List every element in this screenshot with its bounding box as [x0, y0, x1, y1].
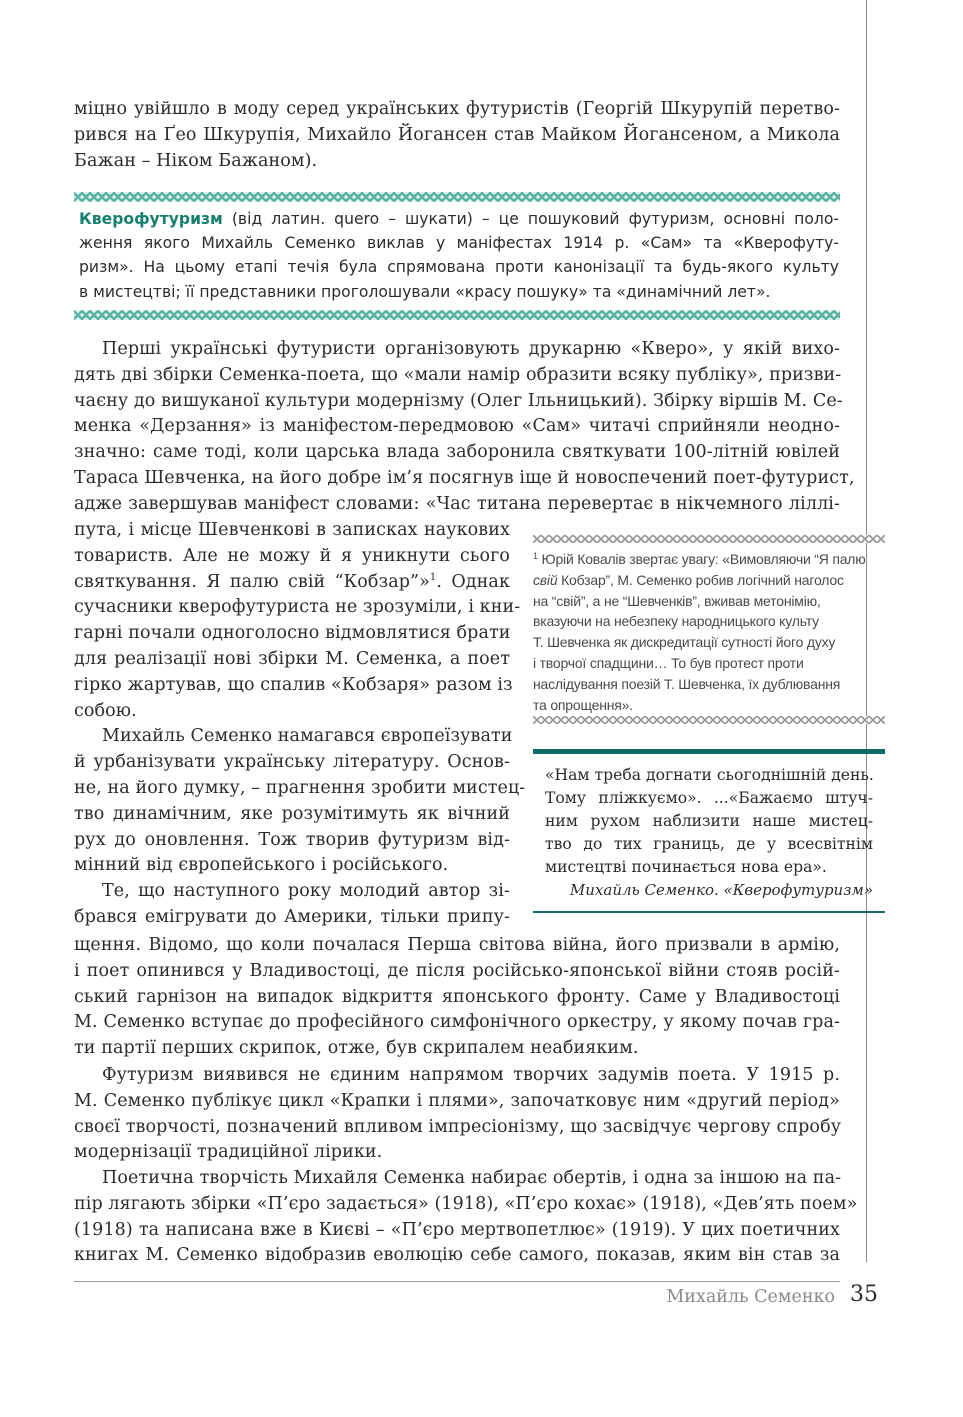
text-line: Бажан – Ніком Бажаном).: [74, 150, 318, 171]
text-line: пір лягають збірки «П’єро задається» (1918), «П’єро кохає» (1918), «Дев’ять поем»: [74, 1193, 858, 1214]
footnote-line: Т. Шевченка як дискредитації сутності його духу: [533, 634, 836, 651]
definition-line: ризм». На цьому етапі течія була спрямована проти канонізації та будь-якого культу: [79, 258, 839, 277]
text-line: сучасники кверофутуриста не зрозуміли, і кни-: [74, 597, 521, 618]
text-fragment: святкування. Я палю свій “Кобзар”»: [74, 571, 430, 592]
text-line: й урбанізувати українську літературу. Основ-: [74, 752, 510, 773]
text-line: М. Семенко публікує цикл «Крапки і плями», започатковує ним «другий період»: [74, 1090, 840, 1111]
decorative-border-top: [74, 192, 840, 202]
paragraph-pierrot: [74, 1166, 858, 1269]
text-line: тво динамічним, яке розумітимуть як вічний: [74, 803, 510, 824]
definition-term: Кверофутуризм: [79, 210, 223, 228]
paragraph-vladivostok: [74, 933, 840, 1062]
text-line: міцно увійшло в моду серед українських футуристів (Георгій Шкурупій перетво-: [74, 99, 840, 119]
footnote-emphasis: свій: [533, 571, 558, 588]
text-line: М. Семенко вступає до професійного симфонічного оркестру, у якому почав гра-: [74, 1012, 840, 1033]
footnote-line: і творчої спадщини… То був протест проти: [533, 654, 804, 671]
text-line: рився на Ґео Шкурупія, Михайло Йогансен став Майком Йогансеном, а Микола: [74, 124, 840, 145]
text-line: і поет опинився у Владивостоці, де після російсько-японської війни стояв росій-: [74, 960, 840, 981]
footnote-text: Кобзар”, М. Семенко робив логічний наголос: [557, 571, 844, 588]
page-number: 35: [850, 1282, 878, 1307]
epigraph-quote: [545, 764, 873, 879]
running-footer-title: Михайль Семенко: [666, 1287, 835, 1307]
text-line: гірко жартував, що спалив «Кобзаря» разом із: [74, 674, 513, 695]
text-line: мінний від європейського і російського.: [74, 855, 449, 876]
text-line: значно: саме тоді, коли царська влада заборонила святкувати 100-літній ювілей: [74, 442, 840, 463]
text-line: гарні почали одноголосно відмовлятися брати: [74, 623, 511, 644]
footnote-text: Юрій Ковалів звертає увагу: «Вимовляючи “Я палю: [537, 551, 866, 567]
paragraph-intro: [74, 97, 840, 174]
definition-text: (від латин. quero – шукати) – це пошуковий футуризм, основні поло-: [222, 210, 839, 228]
quote-line: мистецтві починається нова ера».: [545, 858, 827, 877]
text-line: Футуризм виявився не єдиним напрямом творчих задумів поета. У 1915 р.: [102, 1065, 840, 1085]
definition-line: [79, 207, 839, 231]
footnote-line: на “свій”, а не “Шевченків”, вживав метонімію,: [533, 592, 821, 609]
text-line: менка «Дерзання» із маніфестом-передмовою «Сам» читачі сприйняли неодно-: [74, 416, 840, 437]
footnote-line: наслідування поезій Т. Шевченка, їх дублювання: [533, 675, 841, 692]
footnote-reference: 1: [429, 571, 437, 583]
text-fragment: . Однак: [436, 571, 510, 592]
paragraph-kvero: [74, 337, 855, 518]
quote-line: ним рухом наблизити наше мистец-: [545, 812, 873, 831]
definition-box: [79, 207, 839, 304]
text-line: [74, 570, 510, 596]
text-line: ський гарнізон на випадок відкриття японського фронту. Саме у Владивостоці: [74, 986, 840, 1007]
footer-rule: [74, 1281, 840, 1282]
quote-line: тво до тих границь, де у всесвітнім: [545, 835, 873, 854]
footnote-border-top: [533, 535, 885, 543]
text-line: собою.: [74, 700, 137, 721]
text-line: Перші українські футуристи організовують друкарню «Кверо», у якій вихо-: [102, 339, 840, 359]
quote-line: Тому пліжкуємо». ...«Бажаємо штуч-: [545, 789, 873, 808]
text-line: ти партії перших скрипок, отже, був скрипалем неабияким.: [74, 1038, 639, 1059]
text-line: своєї творчості, позначений впливом імпресіонізму, що засвідчує чергову спробу: [74, 1116, 842, 1137]
quote-bottom-rule: [533, 911, 885, 913]
text-line: Тараса Шевченка, на його добре ім’я посягнув іще й новоспечений поет-футурист,: [74, 467, 855, 488]
text-line: Те, що наступного року молодий автор зі-: [102, 881, 510, 902]
left-column: [74, 518, 526, 931]
text-line: пута, і місце Шевченкові в записках наукових: [74, 520, 510, 540]
text-line: рух до оновлення. Тож творив футуризм від-: [74, 829, 510, 850]
footnote-line: вказуючи на небезпеку народницького культу: [533, 613, 819, 630]
footnote-line: [533, 570, 888, 591]
text-line: чаєну до вишуканої культури модернізму (Олег Ільницький). Збірку віршів М. Се-: [74, 390, 843, 411]
text-line: не, на його думку, – прагнення зробити мистец-: [74, 777, 526, 798]
text-line: (1918) та написана вже в Києві – «П’єро мертвопетлює» (1919). У цих поетичних: [74, 1219, 840, 1240]
text-line: дять дві збірки Семенка-поета, що «мали намір образити всяку публіку», призви-: [74, 364, 842, 385]
text-line: Поетична творчість Михайля Семенка набирає обертів, і одна за іншою на па-: [102, 1168, 842, 1188]
footnote-line: та опрощення».: [533, 696, 633, 713]
footnote-mark: 1: [533, 551, 538, 561]
footnote-border-bottom: [533, 716, 885, 724]
decorative-border-bottom: [74, 310, 840, 320]
quote-author: Михайль Семенко. «Кверофутуризм»: [569, 881, 873, 899]
text-line: адже завершував маніфест словами: «Час титана перевертає в нікчемного ліллі-: [74, 493, 840, 514]
footnote-line: [533, 549, 888, 570]
text-line: щення. Відомо, що коли почалася Перша світова війна, його призвали в армію,: [74, 935, 840, 955]
definition-line: ження якого Михайль Семенко виклав у маніфестах 1914 р. «Сам» та «Кверофуту-: [79, 234, 839, 253]
text-line: для реалізації нові збірки М. Семенка, а поет: [74, 648, 510, 669]
text-line: Михайль Семенко намагався європеїзувати: [102, 726, 513, 747]
text-line: книгах М. Семенко відобразив еволюцію себе самого, показав, яким він став за: [74, 1245, 840, 1266]
text-line: брався емігрувати до Америки, тільки припу-: [74, 906, 510, 927]
text-line: модернізації традиційної лірики.: [74, 1142, 383, 1163]
definition-line: в мистецтві; її представники проголошували «красу пошуку» та «динамічний лет».: [79, 282, 771, 301]
paragraph-impressionism: [74, 1063, 840, 1166]
text-line: товариств. Але не можу й я уникнути сього: [74, 545, 510, 566]
quote-top-bar: [533, 749, 885, 754]
quote-line: «Нам треба догнати сьогоднішній день.: [545, 766, 874, 784]
footnote: [533, 549, 888, 715]
